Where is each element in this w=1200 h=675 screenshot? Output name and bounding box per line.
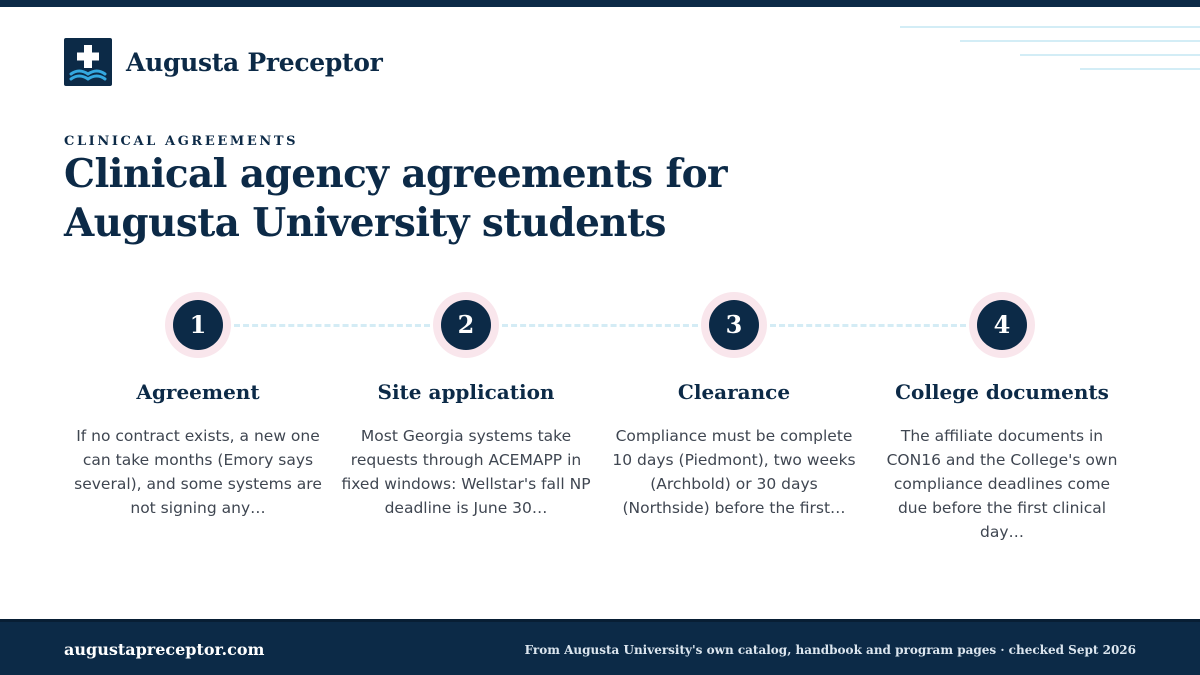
- step-description: The affiliate documents in CON16 and the College's own compliance deadlines come due before the first clinical day…: [886, 427, 1118, 541]
- section-kicker: CLINICAL AGREEMENTS: [64, 134, 299, 149]
- brand-name: Augusta Preceptor: [126, 47, 383, 77]
- step-number: 4: [977, 300, 1027, 350]
- step-clearance: [600, 292, 868, 520]
- step-number: 2: [441, 300, 491, 350]
- step-number: 3: [709, 300, 759, 350]
- step-title: Site application: [377, 380, 555, 404]
- step-site-application: [332, 292, 600, 520]
- step-agreement: [64, 292, 332, 520]
- step-number: 1: [173, 300, 223, 350]
- decorative-line: [900, 26, 1200, 28]
- decorative-line: [1080, 68, 1200, 70]
- step-college-documents: [868, 292, 1136, 544]
- decorative-lines: [880, 20, 1200, 80]
- step-description: If no contract exists, a new one can take months (Emory says several), and some systems are not signing any…: [74, 427, 322, 517]
- step-title: Clearance: [677, 380, 791, 404]
- process-steps: [64, 292, 1136, 541]
- step-title: College documents: [895, 380, 1109, 404]
- step-number-badge: [969, 292, 1035, 358]
- step-title: Agreement: [136, 380, 260, 404]
- decorative-line: [1020, 54, 1200, 56]
- footer-source-note: From Augusta University's own catalog, handbook and program pages · checked Sept 2026: [524, 643, 1136, 657]
- step-description: Most Georgia systems take requests through ACEMAPP in fixed windows: Wellstar's fall NP deadline is June 30…: [341, 427, 591, 517]
- step-number-badge: [701, 292, 767, 358]
- decorative-line: [960, 40, 1200, 42]
- step-description: Compliance must be complete 10 days (Piedmont), two weeks (Archbold) or 30 days (Northside) before the first…: [612, 427, 856, 517]
- footer-site-link[interactable]: augustapreceptor.com: [64, 640, 265, 659]
- step-number-badge: [433, 292, 499, 358]
- top-accent-bar: [0, 0, 1200, 7]
- footer: [0, 619, 1200, 675]
- step-number-badge: [165, 292, 231, 358]
- page-title: Clinical agency agreements for Augusta University students: [64, 151, 727, 246]
- brand-header[interactable]: [64, 38, 383, 86]
- medical-cross-icon: [64, 38, 112, 86]
